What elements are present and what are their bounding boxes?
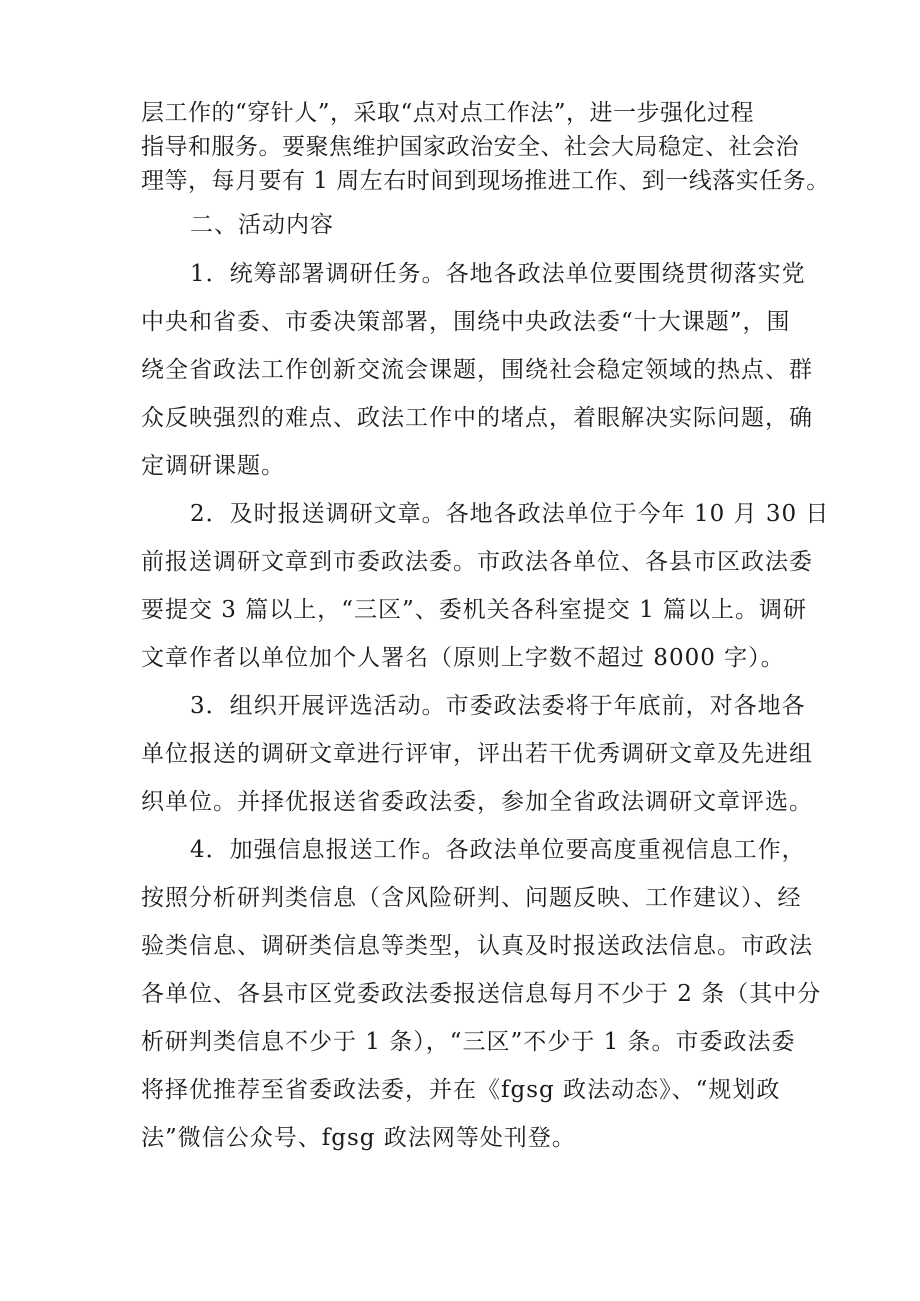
paragraph-line: 单位报送的调研文章进行评审，评出若干优秀调研文章及先进组 [141, 741, 813, 767]
section-heading: 二、活动内容 [190, 212, 334, 238]
paragraph-line: 前报送调研文章到市委政法委。市政法各单位、各县市区政法委 [141, 549, 813, 575]
paragraph-line: 3．组织开展评选活动。市委政法委将于年底前，对各地各 [190, 693, 806, 719]
paragraph-line: 绕全省政法工作创新交流会课题，围绕社会稳定领域的热点、群 [141, 357, 813, 383]
paragraph-line: 按照分析研判类信息（含风险研判、问题反映、工作建议）、经 [141, 885, 802, 911]
paragraph-line: 要提交 3 篇以上，“三区”、委机关各科室提交 1 篇以上。调研 [141, 597, 808, 623]
paragraph-line: 法”微信公众号、fgsg 政法网等处刊登。 [141, 1125, 576, 1151]
paragraph-line: 众反映强烈的难点、政法工作中的堵点，着眼解决实际问题，确 [141, 405, 813, 431]
paragraph-line: 各单位、各县市区党委政法委报送信息每月不少于 2 条（其中分 [141, 981, 822, 1007]
intro-line: 层工作的“穿针人”，采取“点对点工作法”，进一步强化过程 [141, 100, 755, 126]
intro-line: 指导和服务。要聚焦维护国家政治安全、社会大局稳定、社会治 [141, 134, 799, 160]
paragraph-line: 文章作者以单位加个人署名（原则上字数不超过 8000 字）。 [141, 645, 785, 671]
paragraph-line: 1．统筹部署调研任务。各地各政法单位要围绕贯彻落实党 [190, 261, 806, 287]
paragraph-line: 织单位。并择优报送省委政法委，参加全省政法调研文章评选。 [141, 789, 813, 815]
paragraph-line: 将择优推荐至省委政法委，并在《fgsg 政法动态》、“规划政 [141, 1077, 781, 1103]
paragraph-line: 2．及时报送调研文章。各地各政法单位于今年 10 月 30 日 [190, 501, 830, 527]
paragraph-line: 验类信息、调研类信息等类型，认真及时报送政法信息。市政法 [141, 933, 813, 959]
paragraph-line: 4．加强信息报送工作。各政法单位要高度重视信息工作， [190, 837, 806, 863]
paragraph-line: 中央和省委、市委决策部署，围绕中央政法委“十大课题”，围 [141, 309, 791, 335]
paragraph-line: 析研判类信息不少于 1 条），“三区”不少于 1 条。市委政法委 [141, 1029, 796, 1055]
intro-line: 理等，每月要有 1 周左右时间到现场推进工作、到一线落实任务。 [141, 168, 830, 194]
paragraph-line: 定调研课题。 [141, 453, 285, 479]
